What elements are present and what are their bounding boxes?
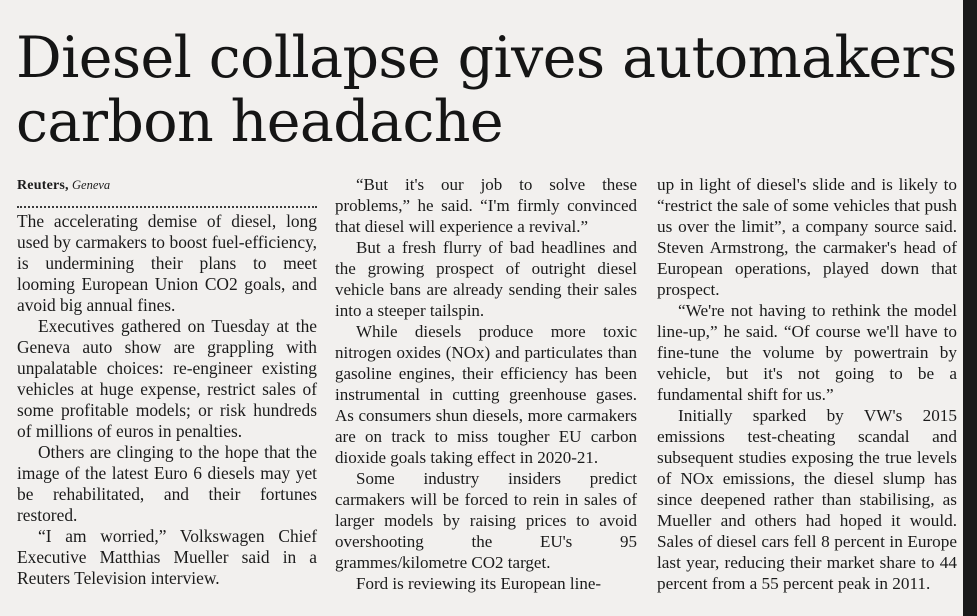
- article-paragraph: Ford is reviewing its European line-: [356, 574, 602, 593]
- article-paragraph: Others are clinging to the hope that the image of the latest Euro 6 diesels may yet be rehabilitated, and their fortunes restored.: [17, 442, 317, 525]
- byline-agency: Reuters,: [17, 178, 69, 193]
- article-column-2: [335, 174, 637, 594]
- headline: Diesel collapse gives automakers carbon headache: [16, 25, 957, 155]
- byline: [17, 174, 317, 195]
- article-paragraph: Initially sparked by VW's 2015 emissions test-cheating scandal and subsequent studies exposing the true levels of NOx emissions, the diesel slump has since deepened rather than stabilising, as Mueller and others had hoped it would. Sales of diesel cars fell 8 percent in Europe last year, reducing their market share to 44 percent from a 55 percent peak in 2011.: [657, 406, 957, 593]
- article-paragraph: “But it's our job to solve these problems,” he said. “I'm firmly convinced that diesel will experience a revival.”: [335, 175, 637, 236]
- article-column-3: [657, 174, 957, 594]
- article-paragraph: “I am worried,” Volkswagen Chief Executive Matthias Mueller said in a Reuters Television interview.: [17, 526, 317, 588]
- byline-dateline: Geneva: [72, 178, 111, 192]
- article-paragraph: The accelerating demise of diesel, long used by carmakers to boost fuel-efficiency, is undermining their plans to meet looming European Union CO2 goals, and avoid big annual fines.: [17, 211, 317, 315]
- article-paragraph: Executives gathered on Tuesday at the Geneva auto show are grappling with unpalatable choices: re-engineer existing vehicles at huge expense, restrict sales of some profitable models; or risk hundreds of millions of euros in penalties.: [17, 316, 317, 441]
- article-column-1: [17, 174, 317, 589]
- dotted-rule: [17, 197, 317, 208]
- article-paragraph: Some industry insiders predict carmakers will be forced to rein in sales of larger models by raising prices to avoid overshooting the EU's 95 grammes/kilometre CO2 target.: [335, 469, 637, 572]
- article-paragraph: up in light of diesel's slide and is likely to “restrict the sale of some vehicles that push us over the limit”, a company source said. Steven Armstrong, the carmaker's head of European operations, played down that prospect.: [657, 175, 957, 299]
- article-paragraph: But a fresh flurry of bad headlines and the growing prospect of outright diesel vehicle bans are already sending their sales into a steeper tailspin.: [335, 238, 637, 320]
- article-paragraph: “We're not having to rethink the model line-up,” he said. “Of course we'll have to fine-tune the volume by powertrain by vehicle, but it's not going to be a fundamental shift for us.”: [657, 301, 957, 404]
- article-paragraph: While diesels produce more toxic nitrogen oxides (NOx) and particulates than gasoline engines, their efficiency has been instrumental in cutting greenhouse gases. As consumers shun diesels, more carmakers are on track to miss tougher EU carbon dioxide goals taking effect in 2020-21.: [335, 322, 637, 467]
